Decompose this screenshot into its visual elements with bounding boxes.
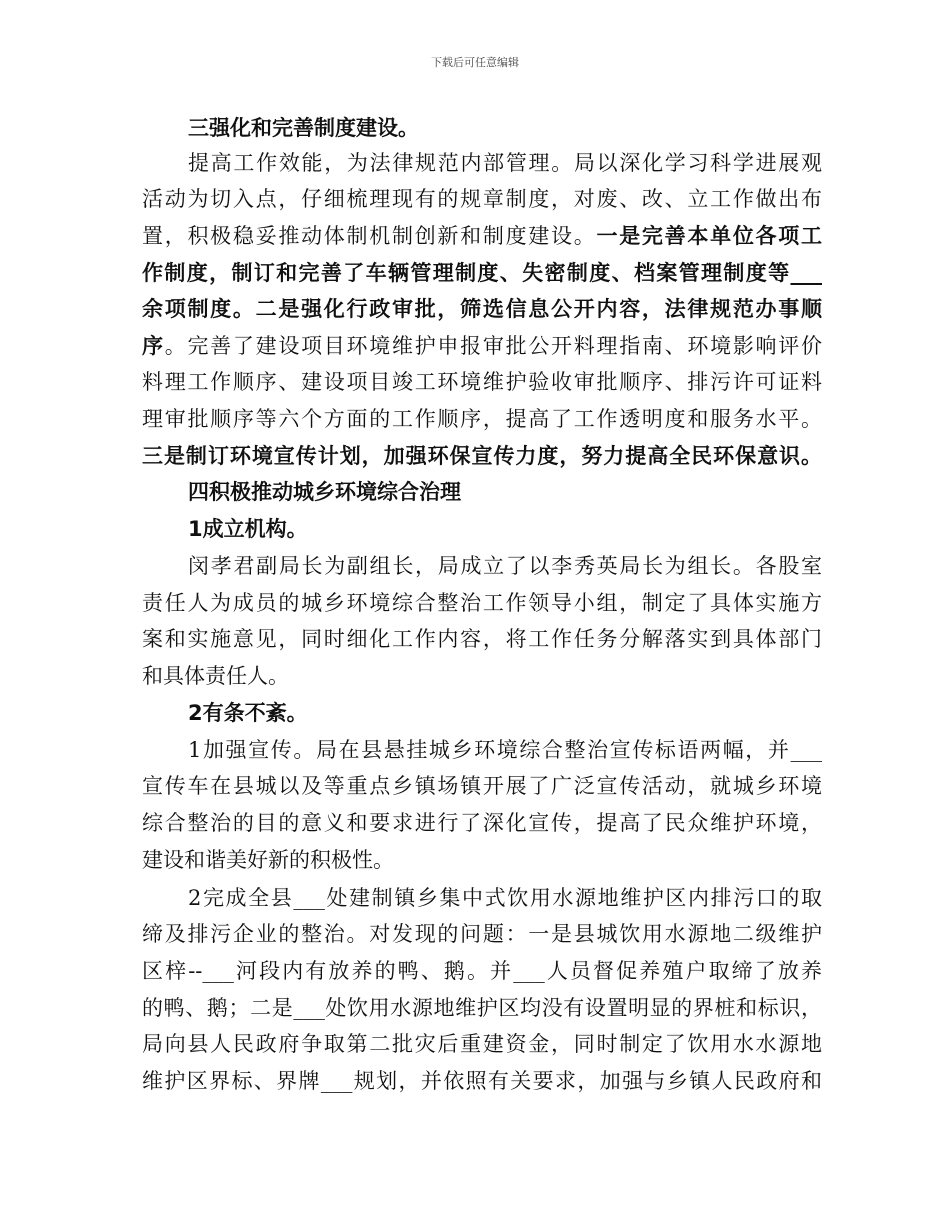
paragraph-line — [142, 625, 822, 653]
bold-text-run: 序 — [142, 334, 165, 358]
bold-text-run: 2有条不紊。 — [188, 701, 308, 725]
page-header: 下载后可任意编辑 — [431, 56, 519, 69]
text-run: 2完成全县___处建制镇乡集中式饮用水源地维护区内排污口的取 — [188, 886, 822, 910]
paragraph-line — [142, 405, 822, 433]
text-run: 案和实施意见，同时细化工作内容，将工作任务分解落实到具体部门 — [142, 627, 822, 651]
paragraph-line — [142, 222, 822, 250]
text-run: 缔及排污企业的整治。对发现的问题：一是县城饮用水源地二级维护 — [142, 922, 822, 946]
text-run: 料理工作顺序、建设项目竣工环境维护验收审批顺序、排污许可证料 — [142, 370, 822, 394]
paragraph-line — [142, 994, 822, 1022]
paragraph-line — [142, 662, 822, 690]
text-run: 1加强宣传。局在县悬挂城乡环境综合整治宣传标语两幅，并___ — [188, 738, 822, 762]
paragraph-line — [142, 259, 822, 287]
paragraph-line — [142, 295, 822, 323]
subsection-heading — [188, 699, 822, 727]
bold-text-run: 一是完善本单位各项工 — [596, 224, 823, 248]
paragraph-line — [142, 772, 822, 800]
paragraph-line — [142, 332, 822, 360]
text-run: 建设和谐美好新的积极性。 — [142, 848, 394, 872]
text-run: 宣传车在县城以及等重点乡镇场镇开展了广泛宣传活动，就城乡环境 — [142, 774, 822, 798]
text-run: 闵孝君副局长为副组长，局成立了以李秀英局长为组长。各股室 — [188, 554, 822, 578]
text-run: 的鸭、鹅；二是___处饮用水源地维护区均没有设置明显的界桩和标识， — [142, 996, 822, 1020]
bold-text-run: 四积极推动城乡环境综合治理 — [188, 480, 461, 504]
paragraph-line — [142, 846, 822, 874]
paragraph-line — [188, 736, 822, 764]
paragraph-line — [142, 185, 822, 213]
text-run: 和具体责任人。 — [142, 664, 289, 688]
text-run: 。完善了建设项目环境维护申报审批公开料理指南、环境影响评价 — [164, 334, 823, 358]
paragraph-line — [188, 149, 822, 177]
bold-text-run: 余项制度。二是强化行政审批，筛选信息公开内容，法律规范办事顺 — [142, 297, 822, 321]
paragraph-line — [188, 552, 822, 580]
section-heading — [188, 114, 822, 142]
text-run: 置，积极稳妥推动体制机制创新和制度建设。 — [142, 224, 597, 248]
subsection-heading — [188, 515, 822, 543]
paragraph-line — [142, 809, 822, 837]
text-run: 区梓--___河段内有放养的鸭、鹅。并___人员督促养殖户取缔了放养 — [142, 959, 822, 983]
bold-text-run: 作制度，制订和完善了车辆管理制度、失密制度、档案管理制度等___ — [142, 261, 822, 285]
paragraph-line — [142, 368, 822, 396]
text-run: 活动为切入点，仔细梳理现有的规章制度，对废、改、立工作做出布 — [142, 187, 822, 211]
paragraph-line — [188, 884, 822, 912]
bold-text-run: 三强化和完善制度建设。 — [188, 116, 419, 140]
section-heading — [188, 478, 822, 506]
text-run: 提高工作效能，为法律规范内部管理。局以深化学习科学进展观 — [188, 151, 822, 175]
paragraph-line — [142, 442, 822, 470]
text-run: 综合整治的目的意义和要求进行了深化宣传，提高了民众维护环境， — [142, 811, 822, 835]
paragraph-line — [142, 1030, 822, 1058]
bold-text-run: 1成立机构。 — [188, 517, 308, 541]
bold-text-run: 三是制订环境宣传计划，加强环保宣传力度，努力提高全民环保意识。 — [142, 444, 822, 468]
text-run: 责任人为成员的城乡环境综合整治工作领导小组，制定了具体实施方 — [142, 591, 822, 615]
paragraph-line — [142, 920, 822, 948]
text-run: 维护区界标、界牌___规划，并依照有关要求，加强与乡镇人民政府和 — [142, 1069, 822, 1093]
text-run: 局向县人民政府争取第二批灾后重建资金，同时制定了饮用水水源地 — [142, 1032, 822, 1056]
paragraph-line — [142, 1067, 822, 1095]
text-run: 理审批顺序等六个方面的工作顺序，提高了工作透明度和服务水平。 — [142, 407, 822, 431]
paragraph-line — [142, 957, 822, 985]
paragraph-line — [142, 589, 822, 617]
